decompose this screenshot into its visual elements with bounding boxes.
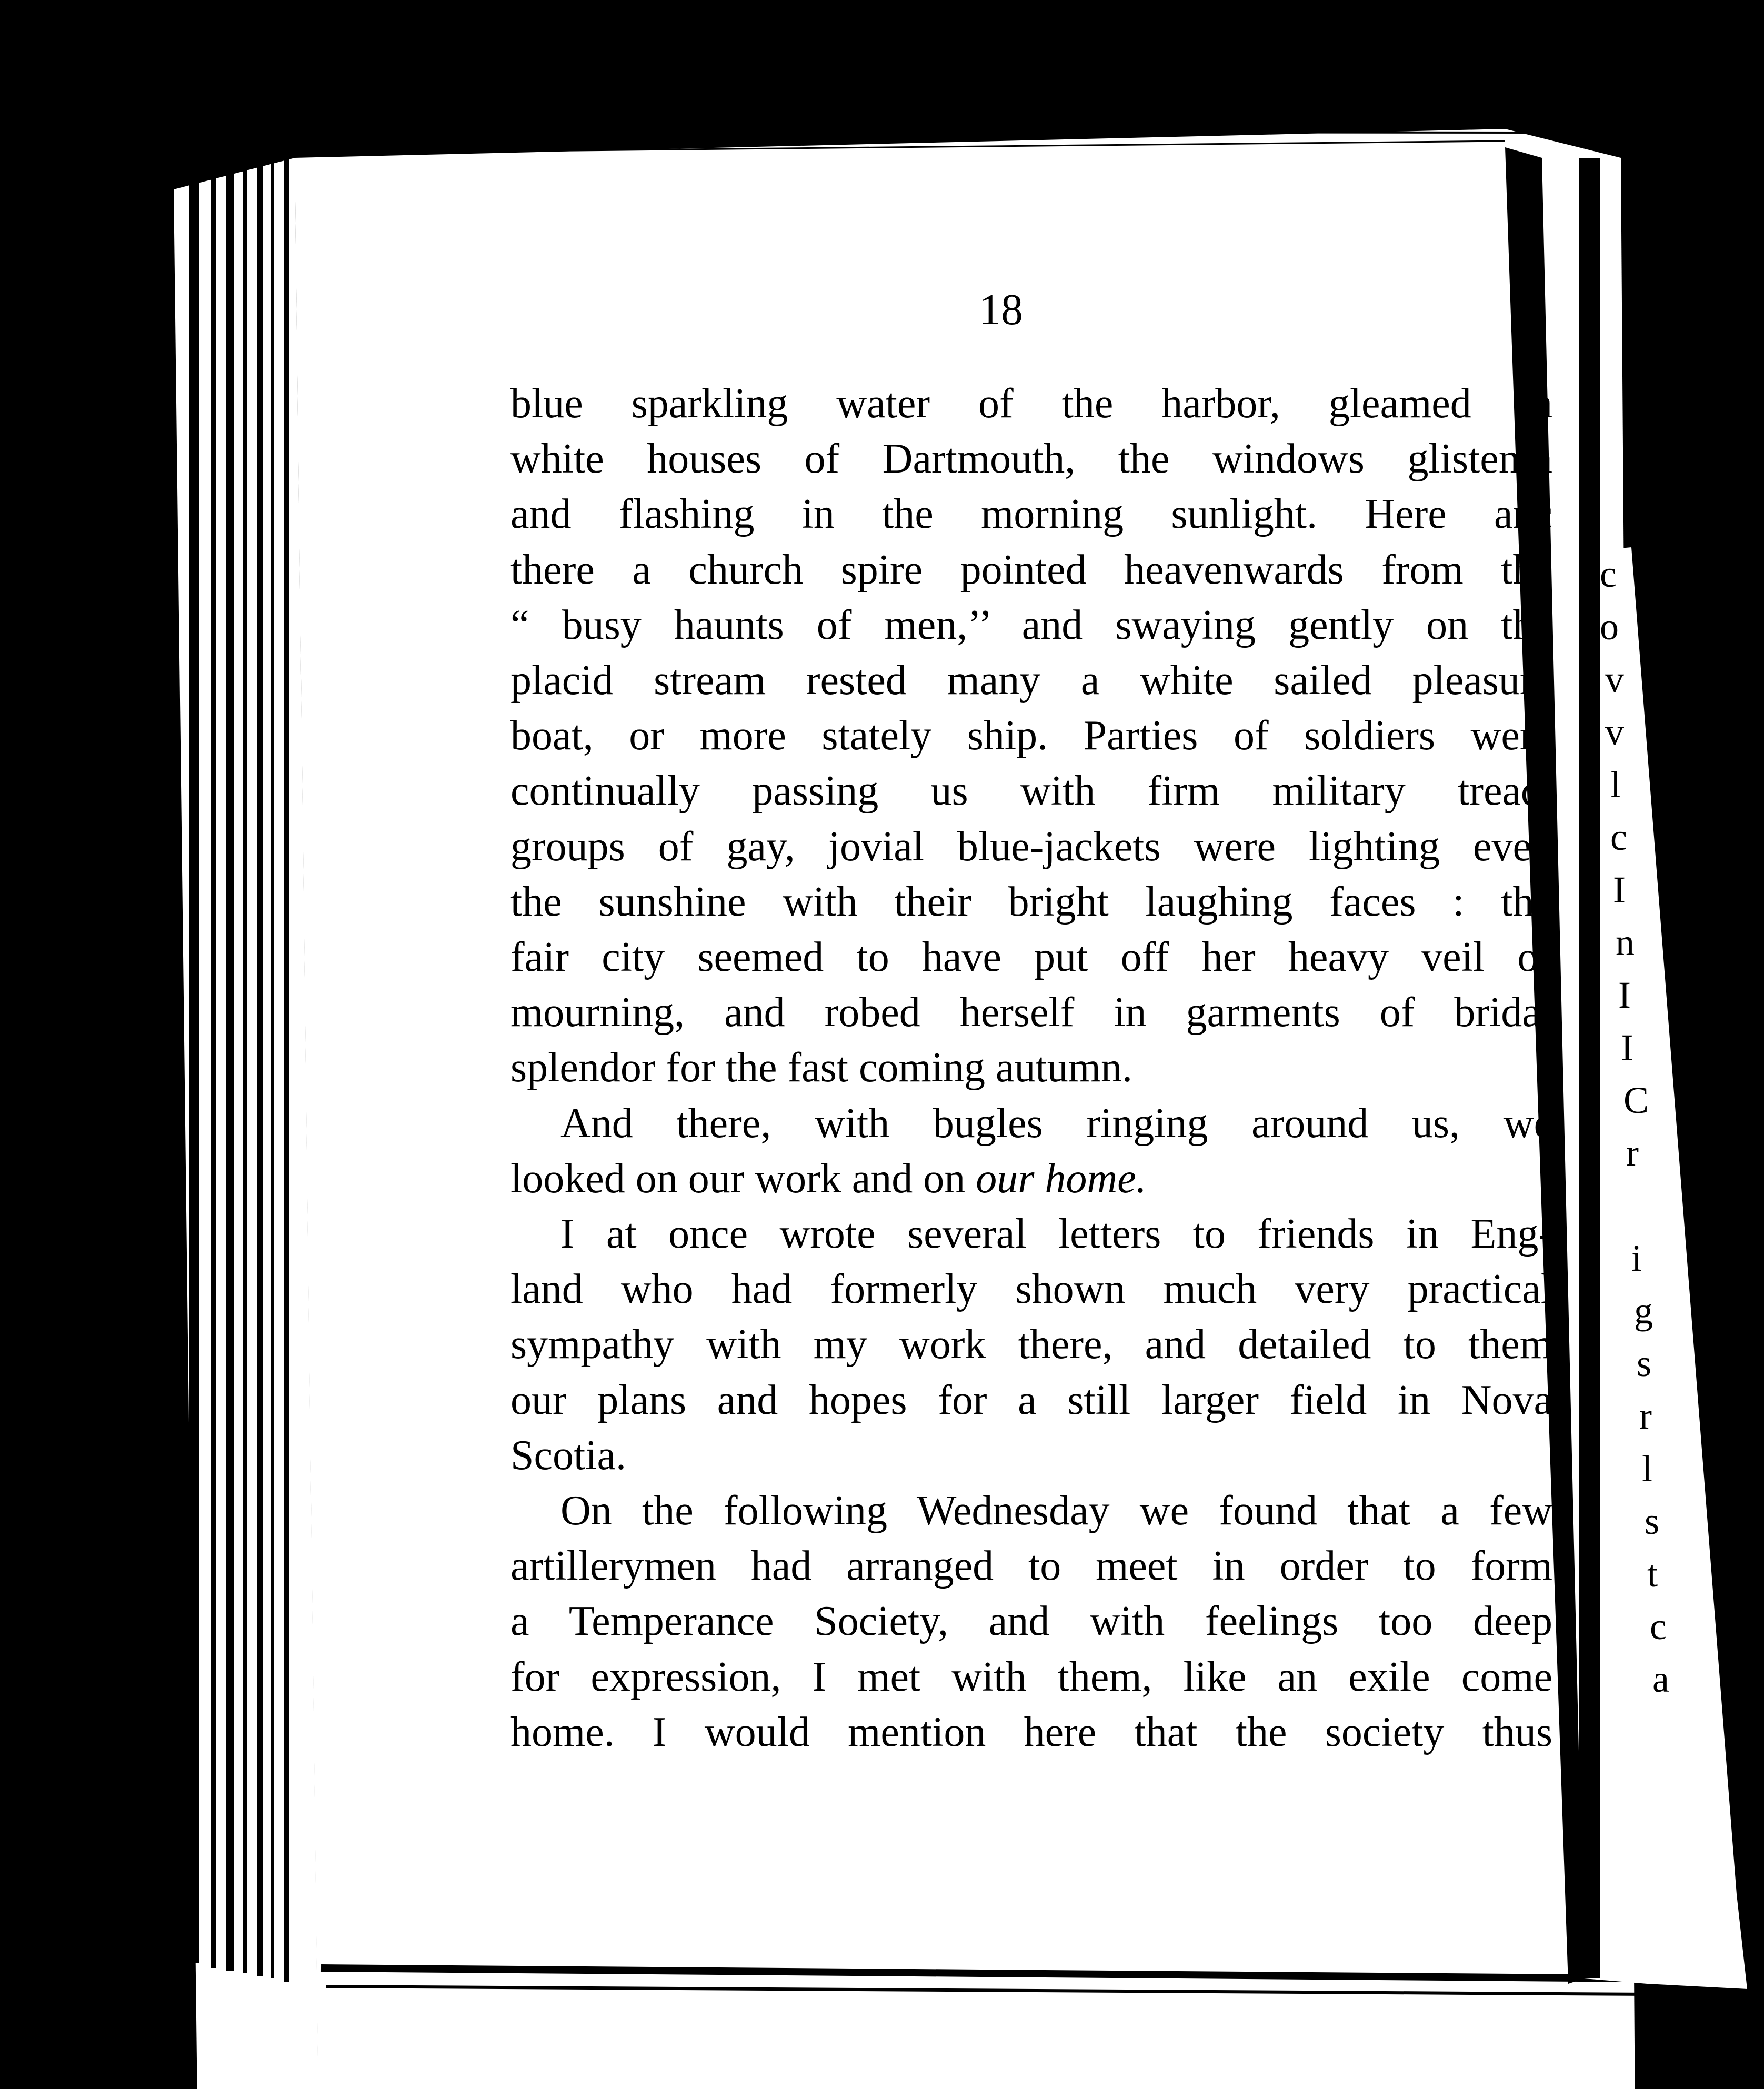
text-line: blue sparkling water of the harbor, gleamed th [510,380,1552,427]
text-line: our plans and hopes for a still larger field in Nova [510,1377,1552,1423]
text-line: and flashing in the morning sunlight. Here anc [510,491,1552,538]
text-line: Scotia. [510,1432,626,1479]
text-line: home. I would mention here that the society thus [510,1709,1552,1755]
text-line: for expression, I met with them, like an exile come [510,1653,1552,1700]
text-line: the sunshine with their bright laughing faces : the [510,878,1552,925]
text-line: placid stream rested many a white sailed pleasure [510,657,1552,704]
text-line: land who had formerly shown much very practical [510,1266,1552,1313]
neighbor-fragment: c [1600,553,1617,595]
text-line: continually passing us with firm military tread, [510,768,1552,815]
neighbor-fragment: v [1605,658,1624,700]
neighbor-fragment: c [1650,1605,1667,1648]
text-line: a Temperance Society, and with feelings too deep [510,1598,1552,1645]
neighbor-fragment: l [1642,1448,1653,1490]
neighbor-fragment: C [1623,1079,1649,1121]
neighbor-fragment: l [1610,764,1621,806]
neighbor-fragment: t [1647,1553,1658,1595]
text-line: boat, or more stately ship. Parties of soldiers were [510,712,1552,759]
text-line: On the following Wednesday we found that a few [560,1488,1552,1534]
text-line: there a church spire pointed heavenwards from the [510,546,1552,593]
text-line: artillerymen had arranged to meet in order to form [510,1543,1552,1590]
text-line: sympathy with my work there, and detailed to them [510,1321,1552,1368]
page-body-text [510,376,1552,1760]
neighbor-fragment: n [1616,921,1635,963]
neighbor-fragment: s [1645,1500,1660,1542]
neighbor-fragment: I [1621,1027,1633,1069]
neighbor-fragment: r [1626,1132,1639,1174]
neighbor-fragment: c [1610,816,1627,858]
page-number: 18 [979,285,1023,334]
text-line-lead: looked on our work and on [510,1155,976,1202]
text-line: groups of gay, jovial blue-jackets were lighting even [510,823,1552,870]
neighbor-fragment: s [1637,1342,1652,1384]
text-line: white houses of Dartmouth, the windows glistenin [510,436,1552,483]
text-line: splendor for the fast coming autumn. [510,1044,1132,1091]
neighbor-fragment: o [1600,606,1619,648]
neighbor-fragment: v [1605,711,1624,753]
neighbor-fragment: a [1652,1658,1669,1700]
italic-phrase: our home. [976,1155,1147,1202]
neighbor-fragment: I [1618,974,1631,1016]
text-line: And there, with bugles ringing around us, we [560,1100,1552,1147]
neighbor-fragment: g [1634,1290,1653,1332]
neighbor-fragment: i [1631,1237,1642,1279]
text-line: fair city seemed to have put off her heavy veil of [510,934,1552,981]
text-line: “ busy haunts of men,’’ and swaying gently on the [510,601,1552,648]
text-line: I at once wrote several letters to friends in Eng- [560,1211,1552,1258]
neighbor-fragment: r [1639,1395,1652,1437]
text-line-with-italic [510,1151,1552,1207]
text-line: mourning, and robed herself in garments of bridal [510,989,1552,1036]
neighbor-fragment: I [1613,869,1626,911]
neighbor-page-fragments [1600,553,1737,1763]
